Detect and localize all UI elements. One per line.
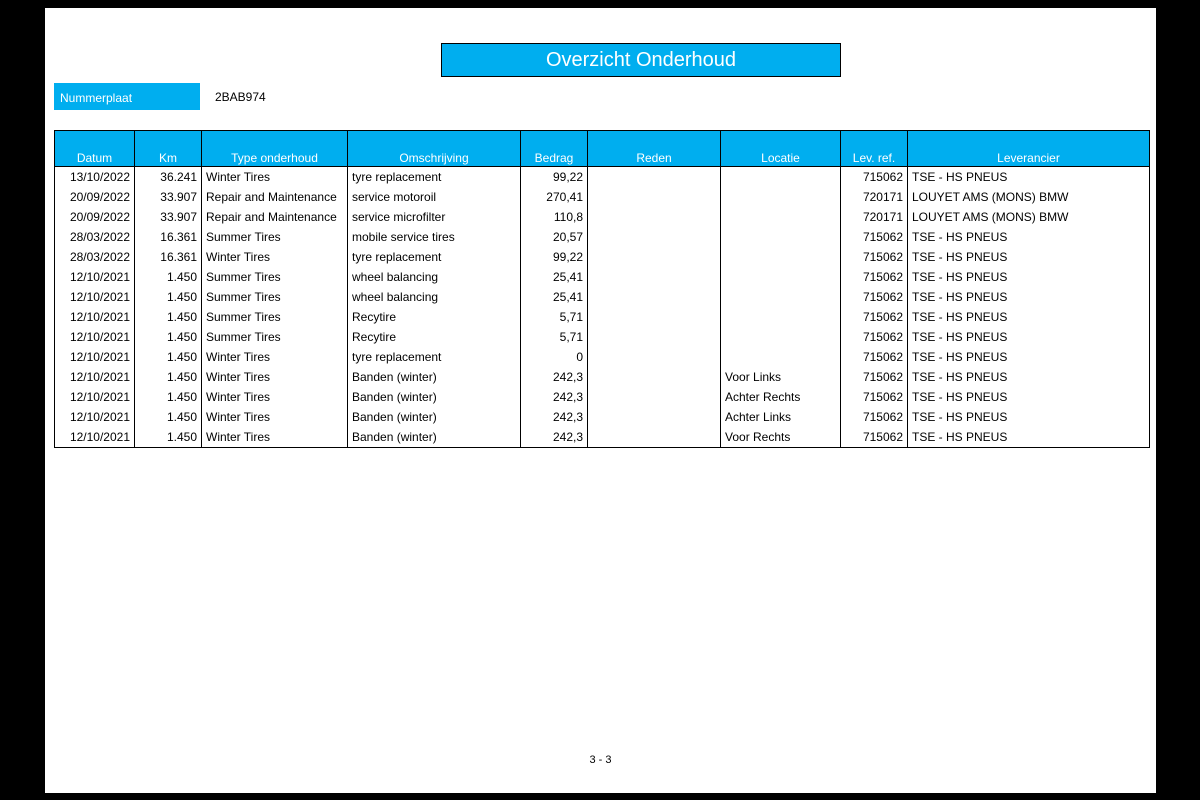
column-header-lev-ref: Lev. ref. [841, 131, 908, 167]
cell-leverancier: TSE - HS PNEUS [908, 247, 1150, 267]
cell-locatie [721, 287, 841, 307]
cell-leverancier: TSE - HS PNEUS [908, 367, 1150, 387]
page-number: 3 - 3 [589, 754, 612, 766]
table-row [55, 407, 1150, 427]
cell-locatie: Voor Links [721, 367, 841, 387]
cell-datum: 13/10/2022 [55, 167, 135, 188]
cell-reden [588, 367, 721, 387]
cell-lev-ref: 715062 [841, 287, 908, 307]
cell-datum: 12/10/2021 [55, 347, 135, 367]
cell-datum: 12/10/2021 [55, 387, 135, 407]
cell-omschrijving: Banden (winter) [348, 367, 521, 387]
cell-bedrag: 5,71 [521, 307, 588, 327]
cell-omschrijving: mobile service tires [348, 227, 521, 247]
license-plate-label: Nummerplaat [54, 83, 200, 110]
cell-datum: 20/09/2022 [55, 207, 135, 227]
cell-bedrag: 110,8 [521, 207, 588, 227]
cell-leverancier: TSE - HS PNEUS [908, 387, 1150, 407]
cell-locatie [721, 247, 841, 267]
cell-omschrijving: Recytire [348, 307, 521, 327]
cell-leverancier: TSE - HS PNEUS [908, 287, 1150, 307]
column-header-omschrijving: Omschrijving [348, 131, 521, 167]
cell-bedrag: 242,3 [521, 407, 588, 427]
cell-km: 33.907 [135, 187, 202, 207]
table-row [55, 387, 1150, 407]
cell-type-onderhoud: Summer Tires [202, 227, 348, 247]
cell-lev-ref: 715062 [841, 367, 908, 387]
cell-datum: 28/03/2022 [55, 247, 135, 267]
table-row [55, 427, 1150, 448]
cell-reden [588, 427, 721, 448]
cell-bedrag: 242,3 [521, 427, 588, 448]
column-header-datum: Datum [55, 131, 135, 167]
cell-km: 1.450 [135, 267, 202, 287]
cell-lev-ref: 715062 [841, 427, 908, 448]
cell-locatie [721, 167, 841, 188]
cell-datum: 12/10/2021 [55, 287, 135, 307]
cell-bedrag: 0 [521, 347, 588, 367]
cell-lev-ref: 720171 [841, 207, 908, 227]
cell-datum: 28/03/2022 [55, 227, 135, 247]
cell-bedrag: 270,41 [521, 187, 588, 207]
column-header-km: Km [135, 131, 202, 167]
column-header-leverancier: Leverancier [908, 131, 1150, 167]
table-row [55, 227, 1150, 247]
cell-omschrijving: tyre replacement [348, 247, 521, 267]
cell-reden [588, 407, 721, 427]
table-row [55, 267, 1150, 287]
cell-leverancier: LOUYET AMS (MONS) BMW [908, 187, 1150, 207]
cell-type-onderhoud: Winter Tires [202, 367, 348, 387]
cell-km: 1.450 [135, 327, 202, 347]
cell-omschrijving: tyre replacement [348, 167, 521, 188]
maintenance-table [54, 130, 1150, 448]
cell-lev-ref: 715062 [841, 347, 908, 367]
cell-bedrag: 242,3 [521, 367, 588, 387]
cell-reden [588, 287, 721, 307]
cell-leverancier: TSE - HS PNEUS [908, 307, 1150, 327]
cell-bedrag: 5,71 [521, 327, 588, 347]
table-row [55, 167, 1150, 188]
column-header-locatie: Locatie [721, 131, 841, 167]
cell-omschrijving: service motoroil [348, 187, 521, 207]
cell-lev-ref: 715062 [841, 267, 908, 287]
cell-omschrijving: Recytire [348, 327, 521, 347]
cell-type-onderhoud: Winter Tires [202, 167, 348, 188]
cell-leverancier: TSE - HS PNEUS [908, 267, 1150, 287]
cell-type-onderhoud: Winter Tires [202, 347, 348, 367]
cell-locatie [721, 347, 841, 367]
cell-datum: 12/10/2021 [55, 367, 135, 387]
cell-reden [588, 207, 721, 227]
cell-bedrag: 25,41 [521, 267, 588, 287]
table-row [55, 327, 1150, 347]
cell-reden [588, 387, 721, 407]
cell-omschrijving: Banden (winter) [348, 427, 521, 448]
cell-locatie [721, 267, 841, 287]
cell-bedrag: 99,22 [521, 167, 588, 188]
cell-type-onderhoud: Summer Tires [202, 287, 348, 307]
cell-lev-ref: 715062 [841, 227, 908, 247]
cell-lev-ref: 715062 [841, 247, 908, 267]
cell-datum: 12/10/2021 [55, 427, 135, 448]
cell-leverancier: LOUYET AMS (MONS) BMW [908, 207, 1150, 227]
cell-datum: 20/09/2022 [55, 187, 135, 207]
cell-lev-ref: 715062 [841, 407, 908, 427]
cell-locatie [721, 327, 841, 347]
cell-km: 1.450 [135, 427, 202, 448]
column-header-type-onderhoud: Type onderhoud [202, 131, 348, 167]
cell-lev-ref: 715062 [841, 307, 908, 327]
cell-type-onderhoud: Winter Tires [202, 427, 348, 448]
cell-lev-ref: 720171 [841, 187, 908, 207]
cell-bedrag: 99,22 [521, 247, 588, 267]
cell-bedrag: 20,57 [521, 227, 588, 247]
cell-type-onderhoud: Repair and Maintenance [202, 207, 348, 227]
cell-bedrag: 242,3 [521, 387, 588, 407]
cell-omschrijving: service microfilter [348, 207, 521, 227]
cell-datum: 12/10/2021 [55, 407, 135, 427]
cell-leverancier: TSE - HS PNEUS [908, 427, 1150, 448]
cell-locatie: Voor Rechts [721, 427, 841, 448]
cell-lev-ref: 715062 [841, 167, 908, 188]
table-row [55, 367, 1150, 387]
cell-locatie: Achter Links [721, 407, 841, 427]
cell-km: 33.907 [135, 207, 202, 227]
cell-leverancier: TSE - HS PNEUS [908, 227, 1150, 247]
cell-type-onderhoud: Summer Tires [202, 327, 348, 347]
column-header-bedrag: Bedrag [521, 131, 588, 167]
cell-reden [588, 227, 721, 247]
cell-type-onderhoud: Winter Tires [202, 407, 348, 427]
cell-reden [588, 347, 721, 367]
cell-type-onderhoud: Summer Tires [202, 307, 348, 327]
cell-km: 1.450 [135, 407, 202, 427]
cell-bedrag: 25,41 [521, 287, 588, 307]
cell-omschrijving: wheel balancing [348, 287, 521, 307]
cell-km: 1.450 [135, 307, 202, 327]
cell-lev-ref: 715062 [841, 387, 908, 407]
table-row [55, 247, 1150, 267]
table-header-row [55, 131, 1150, 167]
cell-reden [588, 267, 721, 287]
cell-locatie [721, 187, 841, 207]
license-plate-value: 2BAB974 [215, 90, 266, 104]
cell-type-onderhoud: Repair and Maintenance [202, 187, 348, 207]
table-row [55, 307, 1150, 327]
cell-reden [588, 247, 721, 267]
cell-lev-ref: 715062 [841, 327, 908, 347]
cell-leverancier: TSE - HS PNEUS [908, 167, 1150, 188]
cell-locatie [721, 227, 841, 247]
cell-locatie: Achter Rechts [721, 387, 841, 407]
table-body [55, 167, 1150, 448]
cell-locatie [721, 307, 841, 327]
cell-reden [588, 167, 721, 188]
cell-leverancier: TSE - HS PNEUS [908, 327, 1150, 347]
cell-leverancier: TSE - HS PNEUS [908, 347, 1150, 367]
cell-km: 1.450 [135, 287, 202, 307]
table-row [55, 187, 1150, 207]
cell-locatie [721, 207, 841, 227]
cell-datum: 12/10/2021 [55, 307, 135, 327]
cell-type-onderhoud: Winter Tires [202, 247, 348, 267]
cell-km: 36.241 [135, 167, 202, 188]
table-row [55, 287, 1150, 307]
cell-type-onderhoud: Summer Tires [202, 267, 348, 287]
column-header-reden: Reden [588, 131, 721, 167]
cell-km: 1.450 [135, 387, 202, 407]
cell-leverancier: TSE - HS PNEUS [908, 407, 1150, 427]
document-page [45, 8, 1156, 793]
cell-omschrijving: tyre replacement [348, 347, 521, 367]
cell-omschrijving: Banden (winter) [348, 407, 521, 427]
cell-km: 16.361 [135, 227, 202, 247]
cell-km: 1.450 [135, 367, 202, 387]
cell-datum: 12/10/2021 [55, 327, 135, 347]
cell-reden [588, 307, 721, 327]
table-row [55, 207, 1150, 227]
cell-type-onderhoud: Winter Tires [202, 387, 348, 407]
cell-reden [588, 187, 721, 207]
cell-datum: 12/10/2021 [55, 267, 135, 287]
cell-omschrijving: Banden (winter) [348, 387, 521, 407]
cell-omschrijving: wheel balancing [348, 267, 521, 287]
cell-km: 1.450 [135, 347, 202, 367]
cell-km: 16.361 [135, 247, 202, 267]
table-row [55, 347, 1150, 367]
cell-reden [588, 327, 721, 347]
page-title: Overzicht Onderhoud [441, 43, 841, 77]
